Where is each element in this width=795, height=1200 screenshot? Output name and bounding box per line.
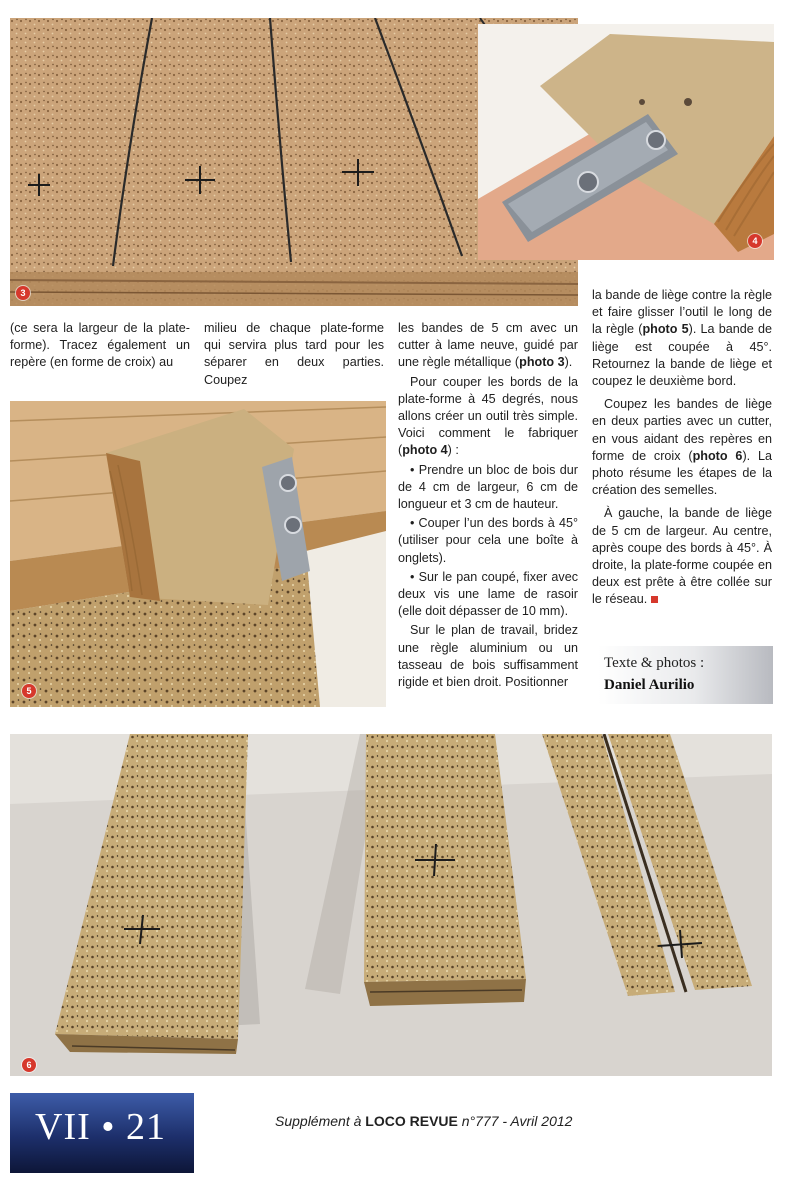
photo-5-badge: 5 xyxy=(22,684,36,698)
photo-4 xyxy=(478,24,774,260)
column-4-paragraph-2: Coupez les bandes de liège en deux parties avec un cutter, en vous aidant des repères en forme de croix (photo 6). La photo résume les étapes de la création des semelles. xyxy=(592,397,773,498)
column-3-paragraph-1: les bandes de 5 cm avec un cutter à lame neuve, guidé par une règle métallique (photo 3). xyxy=(398,321,578,370)
text-column-4 xyxy=(592,287,772,609)
column-3-paragraph-6: Sur le plan de travail, bridez une règle aluminium ou un tasseau de bois suffisamment rigide et bien droit. Positionner xyxy=(398,623,578,690)
end-of-article-mark xyxy=(651,596,658,603)
column-4-paragraph-1: la bande de liège contre la règle et faire glisser l’outil le long de la règle (photo 5). La bande de liège est coupée à 45°. Retournez la bande de liège et coupez le deuxième bord. xyxy=(592,288,772,389)
photo-5 xyxy=(10,401,386,707)
photo-6-image xyxy=(10,734,772,1076)
text-column-1 xyxy=(10,320,190,372)
photo-6 xyxy=(10,734,772,1076)
photo-4-image xyxy=(478,24,774,260)
photo-6-reference: photo 6 xyxy=(692,448,743,463)
column-3-bullet-1: • Prendre un bloc de bois dur de 4 cm de largeur, 6 cm de longueur et 3 cm de hauteur. xyxy=(398,462,578,512)
column-4-paragraph-3: À gauche, la bande de liège de 5 cm de largeur. Au centre, après coupe des bords à 45°. À droite, la plate-forme coupée en deux est prête à être collée sur le réseau. xyxy=(592,506,772,607)
page-number: VII • 21 xyxy=(35,1106,167,1148)
photo-4-badge: 4 xyxy=(748,234,762,248)
text-column-2 xyxy=(204,320,384,389)
magazine-name: LOCO REVUE xyxy=(365,1113,458,1129)
photo-5-image xyxy=(10,401,386,707)
photo-3-reference: photo 3 xyxy=(519,355,565,370)
page-folio xyxy=(10,1093,194,1173)
credit-label: Texte & photos : xyxy=(604,655,705,671)
photo-6-badge: 6 xyxy=(22,1058,36,1072)
text-column-3 xyxy=(398,320,578,691)
photo-5-reference: photo 5 xyxy=(642,322,689,337)
column-2-paragraph: milieu de chaque plate-forme qui servira plus tard pour les séparer en deux parties. Coupez xyxy=(204,321,384,387)
column-3-bullet-2: • Couper l’un des bords à 45° (utiliser pour cela une boîte à onglets). xyxy=(398,516,578,565)
footer-publication: Supplément à LOCO REVUE n°777 - Avril 2012 xyxy=(275,1113,573,1129)
author-credit xyxy=(598,646,773,704)
column-1-paragraph: (ce sera la largeur de la plate-forme). Tracez également un repère (en forme de croix) au xyxy=(10,321,190,370)
credit-author: Daniel Aurilio xyxy=(604,677,695,693)
column-3-paragraph-2: Pour couper les bords de la plate-forme à 45 degrés, nous allons créer un outil très simple. Voici comment le fabriquer (photo 4) : xyxy=(398,374,578,458)
column-3-bullet-3: • Sur le pan coupé, fixer avec deux vis une lame de rasoir (elle doit dépasser de 10 mm). xyxy=(398,569,578,619)
photo-4-reference: photo 4 xyxy=(402,443,448,458)
photo-3-badge: 3 xyxy=(16,286,30,300)
